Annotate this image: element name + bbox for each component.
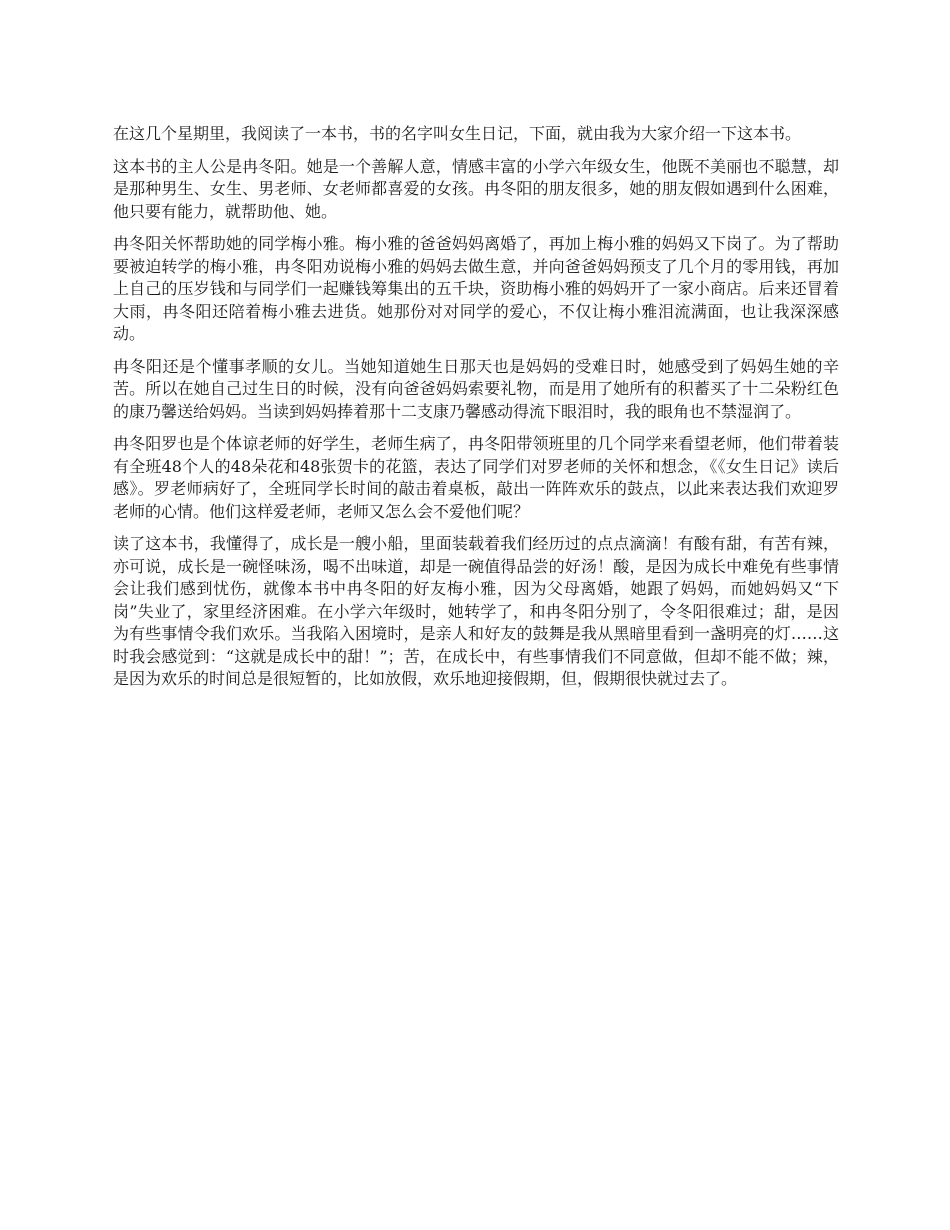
- paragraph-reflection: 读了这本书，我懂得了，成长是一艘小船，里面装载着我们经历过的点点滴滴！有酸有甜，有苦有辣，亦可说，成长是一碗怪味汤，喝不出味道，却是一碗值得品尝的好汤！酸，是因为成长中难免有些事情会让我们感到忧伤，就像本书中冉冬阳的好友梅小雅，因为父母离婚，她跟了妈妈，而她妈妈又“下岗”失业了，家里经济困难。在小学六年级时，她转学了，和冉冬阳分别了，令冬阳很难过；甜，是因为有些事情令我们欢乐。当我陷入困境时，是亲人和好友的鼓舞是我从黑暗里看到一盏明亮的灯……这时我会感觉到：“这就是成长中的甜！”；苦，在成长中，有些事情我们不同意做，但却不能不做；辣，是因为欢乐的时间总是很短暂的，比如放假，欢乐地迎接假期，但，假期很快就过去了。: [113, 534, 839, 688]
- paragraph-helping-classmate: 冉冬阳关怀帮助她的同学梅小雅。梅小雅的爸爸妈妈离婚了，再加上梅小雅的妈妈又下岗了。为了帮助要被迫转学的梅小雅，冉冬阳劝说梅小雅的妈妈去做生意，并向爸爸妈妈预支了几个月的零用钱，再加上自己的压岁钱和与同学们一起赚钱筹集出的五千块，资助梅小雅的妈妈开了一家小商店。后来还冒着大雨，冉冬阳还陪着梅小雅去进货。她那份对对同学的爱心，不仅让梅小雅泪流满面，也让我深深感动。: [113, 234, 839, 343]
- paragraph-protagonist: 这本书的主人公是冉冬阳。她是一个善解人意，情感丰富的小学六年级女生，他既不美丽也不聪慧，却是那种男生、女生、男老师、女老师都喜爱的女孩。冉冬阳的朋友很多，她的朋友假如遇到什么困难，他只要有能力，就帮助他、她。: [113, 156, 839, 221]
- paragraph-intro: 在这几个星期里，我阅读了一本书，书的名字叫女生日记，下面，就由我为大家介绍一下这本书。: [113, 124, 802, 143]
- paragraph-caring-student: 冉冬阳罗也是个体谅老师的好学生，老师生病了，冉冬阳带领班里的几个同学来看望老师，他们带着装有全班48个人的48朵花和48张贺卡的花篮，表达了同学们对罗老师的关怀和想念，《《女生日记》读后感》。罗老师病好了，全班同学长时间的敲击着桌板，敲出一阵阵欢乐的鼓点，以此来表达我们欢迎罗老师的心情。他们这样爱老师，老师又怎么会不爱他们呢？: [113, 434, 839, 521]
- document-page: [113, 123, 839, 701]
- paragraph-filial-daughter: 冉冬阳还是个懂事孝顺的女儿。当她知道她生日那天也是妈妈的受难日时，她感受到了妈妈生她的辛苦。所以在她自己过生日的时候，没有向爸爸妈妈索要礼物，而是用了她所有的积蓄买了十二朵粉红色的康乃馨送给妈妈。当读到妈妈捧着那十二支康乃馨感动得流下眼泪时，我的眼角也不禁湿润了。: [113, 356, 839, 421]
